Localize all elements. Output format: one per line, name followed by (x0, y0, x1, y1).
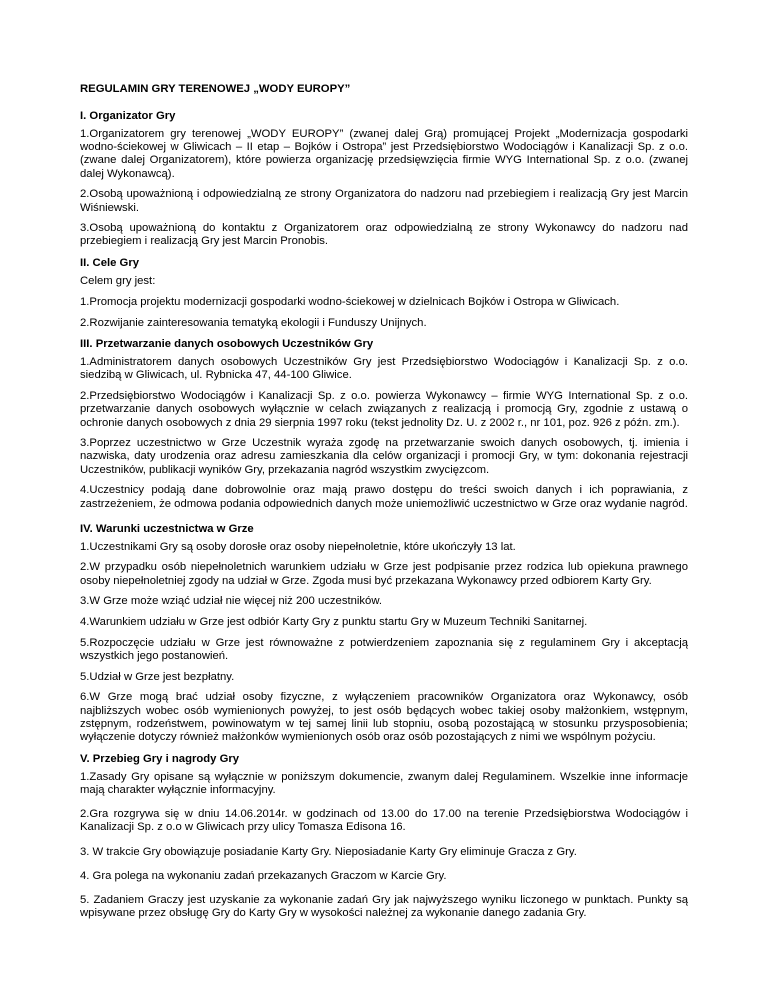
paragraph: 3.W Grze może wziąć udział nie więcej niż 200 uczestników. (80, 595, 383, 608)
paragraph: 1.Organizatorem gry terenowej „WODY EUROPY” (zwanej dalej Grą) promującej Projekt „Modernizacja gospodarki wodno-ściekowej w Gliwicach – II etap – Bojków i Ostropa” jest Przedsiębiorstwo Wodociągów i Kanalizacji Sp. z o.o. (zwane dalej Organizatorem), które powierza organizację przedsięwzięcia firmie WYG International Sp. z o.o. (zwanej dalej Wykonawcą). (80, 128, 688, 180)
section-heading-personal-data: III. Przetwarzanie danych osobowych Uczestników Gry (80, 338, 374, 351)
section-heading-organizer: I. Organizator Gry (80, 110, 176, 122)
paragraph: 2.W przypadku osób niepełnoletnich warunkiem udziału w Grze jest podpisanie przez rodzica lub opiekuna prawnego osoby niepełnoletniej zgody na udział w Grze. Zgoda musi być przekazana Wykonawcy przed odbiorem Karty Gry. (80, 561, 688, 587)
paragraph: 1.Uczestnikami Gry są osoby dorosłe oraz osoby niepełnoletnie, które ukończyły 13 lat. (80, 540, 516, 553)
paragraph: 3.Poprzez uczestnictwo w Grze Uczestnik wyraża zgodę na przetwarzanie swoich danych osobowych, tj. imienia i nazwiska, daty urodzenia oraz adresu zamieszkania dla celów organizacji i promocji Gry, w tym: dokonania rejestracji Uczestników, publikacji wyników Gry, przekazania nagród wszystkim zwycięzcom. (80, 437, 688, 476)
paragraph: 2.Rozwijanie zainteresowania tematyką ekologii i Funduszy Unijnych. (80, 316, 427, 329)
paragraph: 1.Zasady Gry opisane są wyłącznie w poniższym dokumencie, zwanym dalej Regulaminem. Wszelkie inne informacje mają charakter wyłącznie informacyjny. (80, 770, 688, 796)
paragraph: 5. Zadaniem Graczy jest uzyskanie za wykonanie zadań Gry jak najwyższego wyniku liczonego w punktach. Punkty są wpisywane przez obsługę Gry do Karty Gry w wysokości należnej za wykonanie danego zadania Gry. (80, 893, 688, 920)
paragraph: 1.Promocja projektu modernizacji gospodarki wodno-ściekowej w dzielnicach Bojków i Ostropa w Gliwicach. (80, 295, 620, 308)
paragraph: 1.Administratorem danych osobowych Uczestników Gry jest Przedsiębiorstwo Wodociągów i Kanalizacji Sp. z o.o. siedzibą w Gliwicach, ul. Rybnicka 47, 44-100 Gliwice. (80, 356, 688, 382)
paragraph: 4.Warunkiem udziału w Grze jest odbiór Karty Gry z punktu startu Gry w Muzeum Techniki Sanitarnej. (80, 616, 588, 629)
paragraph: Celem gry jest: (80, 275, 156, 288)
paragraph: 4. Gra polega na wykonaniu zadań przekazanych Graczom w Karcie Gry. (80, 869, 447, 882)
paragraph: 2.Osobą upoważnioną i odpowiedzialną ze strony Organizatora do nadzoru nad przebiegiem i realizacją Gry jest Marcin Wiśniewski. (80, 188, 688, 214)
paragraph: 3. W trakcie Gry obowiązuje posiadanie Karty Gry. Nieposiadanie Karty Gry eliminuje Gracza z Gry. (80, 845, 577, 858)
paragraph: 5.Udział w Grze jest bezpłatny. (80, 670, 235, 683)
paragraph: 6.W Grze mogą brać udział osoby fizyczne, z wyłączeniem pracowników Organizatora oraz Wykonawcy, osób najbliższych wobec osób wymienionych powyżej, to jest osób będących wobec takiej osoby małżonkiem, wstępnym, zstępnym, rodzeństwem, powinowatym w tej samej linii lub stopniu, osobą pozostającą w stosunku przysposobienia; wyłączenie dotyczy również małżonków wymienionych osób oraz osób pozostających z nimi we wspólnym pożyciu. (80, 691, 688, 743)
section-heading-goals: II. Cele Gry (80, 257, 140, 270)
section-heading-participation: IV. Warunki uczestnictwa w Grze (80, 522, 254, 535)
paragraph: 2.Przedsiębiorstwo Wodociągów i Kanalizacji Sp. z o.o. powierza Wykonawcy – firmie WYG International Sp. z o.o. przetwarzanie danych osobowych wyłącznie w celach związanych z realizacją i promocją Gry, zgodnie z ustawą o ochronie danych osobowych z dnia 29 sierpnia 1997 roku (tekst jednolity Dz. U. z 2002 r., nr 101, poz. 926 z późn. zm.). (80, 390, 688, 429)
document-title: REGULAMIN GRY TERENOWEJ „WODY EUROPY” (80, 83, 351, 95)
paragraph: 4.Uczestnicy podają dane dobrowolnie oraz mają prawo dostępu do treści swoich danych i ich poprawiania, z zastrzeżeniem, że odmowa podania odpowiednich danych może uniemożliwić uczestnictwo w Grze oraz wydanie nagród. (80, 484, 688, 510)
paragraph: 3.Osobą upoważnioną do kontaktu z Organizatorem oraz odpowiedzialną ze strony Wykonawcy do nadzoru nad przebiegiem i realizacją Gry jest Marcin Pronobis. (80, 222, 688, 248)
paragraph: 5.Rozpoczęcie udziału w Grze jest równoważne z potwierdzeniem zapoznania się z regulaminem Gry i akceptacją wszystkich jego postanowień. (80, 636, 688, 662)
section-heading-course-and-prizes: V. Przebieg Gry i nagrody Gry (80, 752, 240, 765)
paragraph: 2.Gra rozgrywa się w dniu 14.06.2014r. w godzinach od 13.00 do 17.00 na terenie Przedsiębiorstwa Wodociągów i Kanalizacji Sp. z o.o w Gliwicach przy ulicy Tomasza Edisona 16. (80, 808, 688, 834)
